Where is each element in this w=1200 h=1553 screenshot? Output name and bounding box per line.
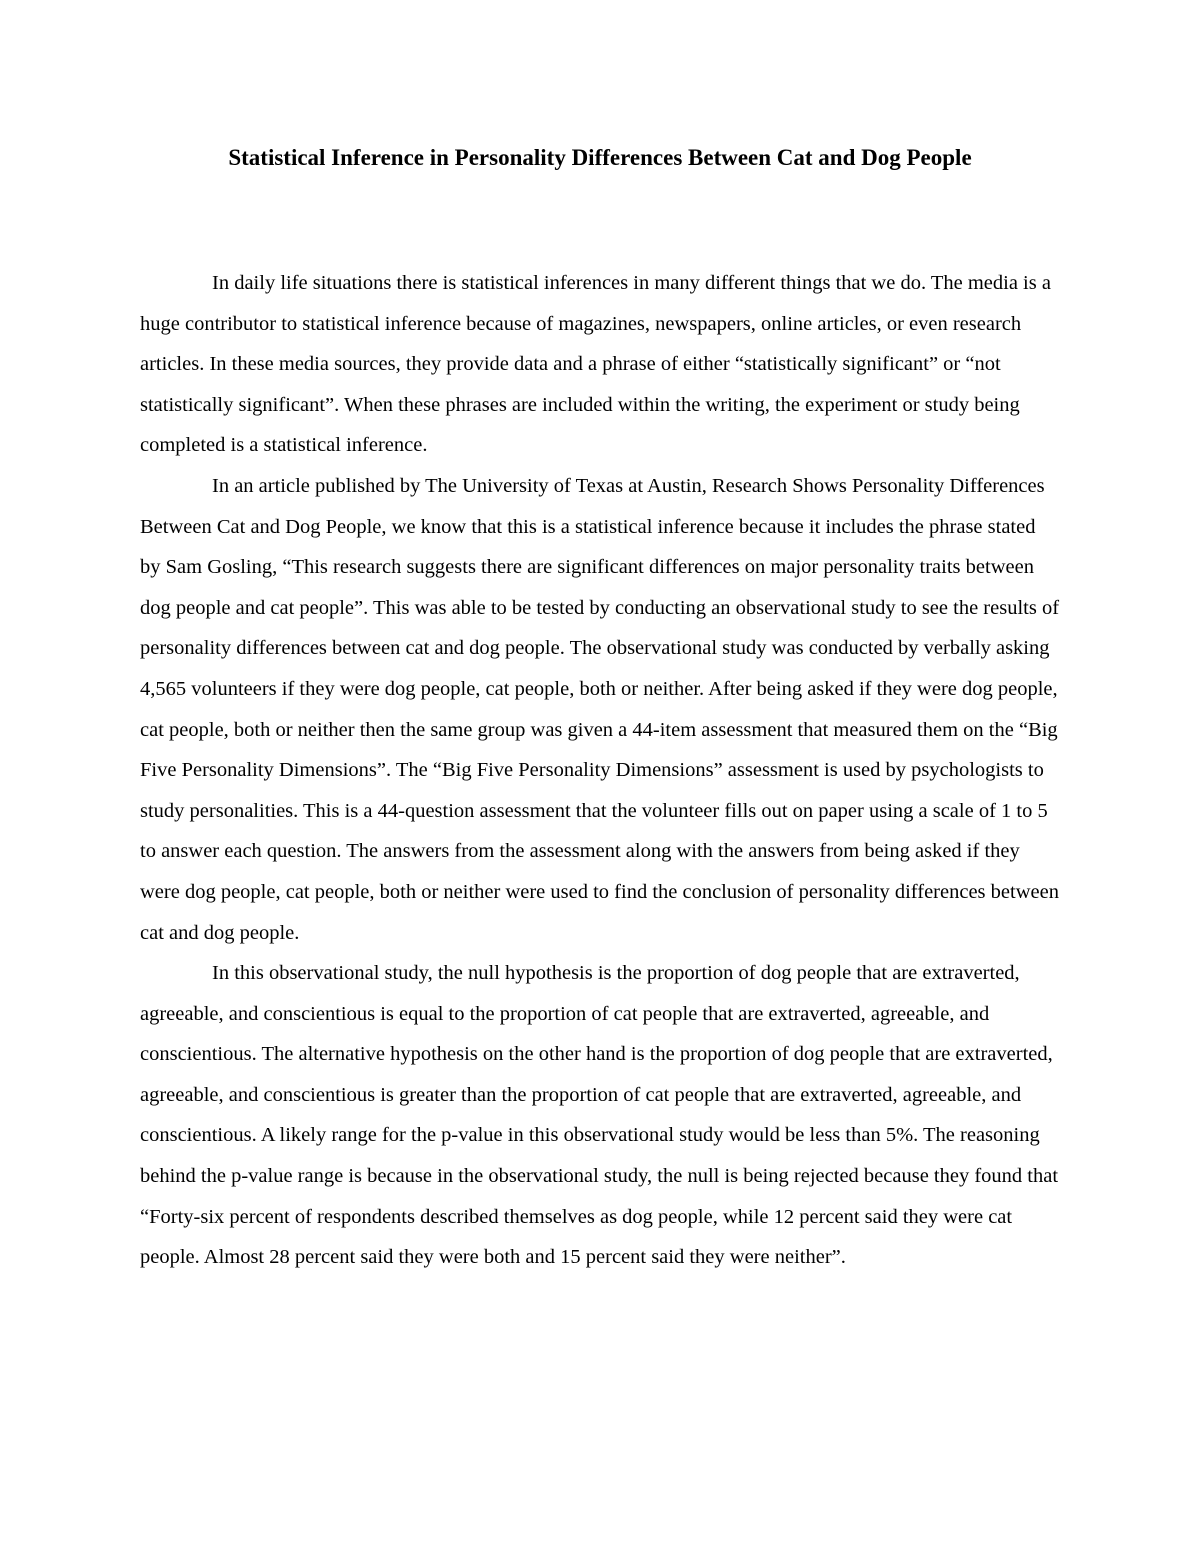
document-title: Statistical Inference in Personality Differences Between Cat and Dog People <box>228 145 972 170</box>
paragraph-3: In this observational study, the null hypothesis is the proportion of dog people that are extraverted, agreeable, and conscientious is equal to the proportion of cat people that are extraverted, agreeable, and conscientious. The alternative hypothesis on the other hand is the proportion of dog people that are extraverted, agreeable, and conscientious is greater than the proportion of cat people that are extraverted, agreeable, and conscientious. A likely range for the p-value in this observational study would be less than 5%. The reasoning behind the p-value range is because in the observational study, the null is being rejected because they found that “Forty-six percent of respondents described themselves as dog people, while 12 percent said they were cat people. Almost 28 percent said they were both and 15 percent said they were neither”. <box>140 962 1059 1269</box>
paragraph-2: In an article published by The University of Texas at Austin, Research Shows Personality Differences Between Cat and Dog People, we know that this is a statistical inference because it includes the phrase stated by Sam Gosling, “This research suggests there are significant differences on major personality traits between dog people and cat people”. This was able to be tested by conducting an observational study to see the results of personality differences between cat and dog people. The observational study was conducted by verbally asking 4,565 volunteers if they were dog people, cat people, both or neither. After being asked if they were dog people, cat people, both or neither then the same group was given a 44-item assessment that measured them on the “Big Five Personality Dimensions”. The “Big Five Personality Dimensions” assessment is used by psychologists to study personalities. This is a 44-question assessment that the volunteer fills out on paper using a scale of 1 to 5 to answer each question. The answers from the assessment along with the answers from being asked if they were dog people, cat people, both or neither were used to find the conclusion of personality differences between cat and dog people. <box>140 474 1060 944</box>
document-body <box>140 263 1060 1278</box>
paragraph-1: In daily life situations there is statistical inferences in many different things that we do. The media is a huge contributor to statistical inference because of magazines, newspapers, online articles, or even research articles. In these media sources, they provide data and a phrase of either “statistically significant” or “not statistically significant”. When these phrases are included within the writing, the experiment or study being completed is a statistical inference. <box>140 272 1051 457</box>
